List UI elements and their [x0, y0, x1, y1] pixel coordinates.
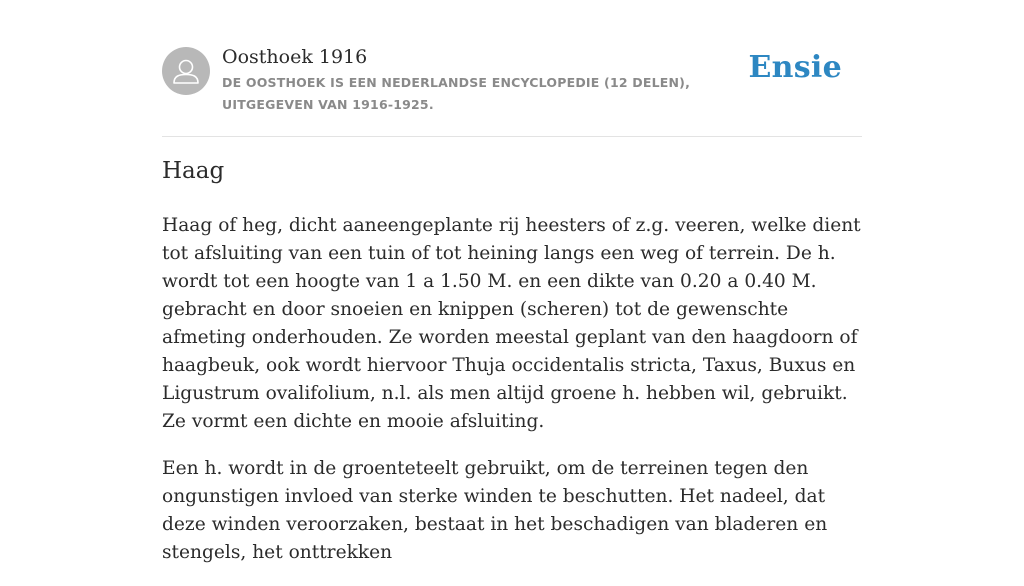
avatar[interactable]	[162, 47, 210, 95]
ensie-logo-link[interactable]: Ensie	[748, 50, 842, 85]
entry-body	[162, 212, 866, 586]
source-title[interactable]: Oosthoek 1916	[222, 46, 368, 68]
page-container	[162, 0, 862, 563]
entry-title: Haag	[162, 158, 225, 184]
entry-paragraph: Een h. wordt in de groenteteelt gebruikt, om de terreinen tegen den ongunstigen invloed van sterke winden te beschutten. Het nadeel, dat deze winden veroorzaken, bestaat in het beschadigen van bladeren en stengels, het onttrekken	[162, 458, 828, 563]
entry-paragraph: Haag of heg, dicht aaneengeplante rij heesters of z.g. veeren, welke dient tot afsluiting van een tuin of tot heining langs een weg of terrein. De h. wordt tot een hoogte van 1 a 1.50 M. en een dikte van 0.20 a 0.40 M. gebracht en door snoeien en knippen (scheren) tot de gewenschte afmeting onderhouden. Ze worden meestal geplant van den haagdoorn of haagbeuk, ook wordt hiervoor Thuja occidentalis stricta, Taxus, Buxus en Ligustrum ovalifolium, n.l. als men altijd groene h. hebben wil, gebruikt. Ze vormt een dichte en mooie afsluiting.	[162, 215, 861, 432]
user-icon	[162, 47, 210, 95]
source-header	[162, 0, 862, 137]
source-description: DE OOSTHOEK IS EEN NEDERLANDSE ENCYCLOPEDIE (12 DELEN), UITGEGEVEN VAN 1916-1925.	[222, 75, 691, 112]
